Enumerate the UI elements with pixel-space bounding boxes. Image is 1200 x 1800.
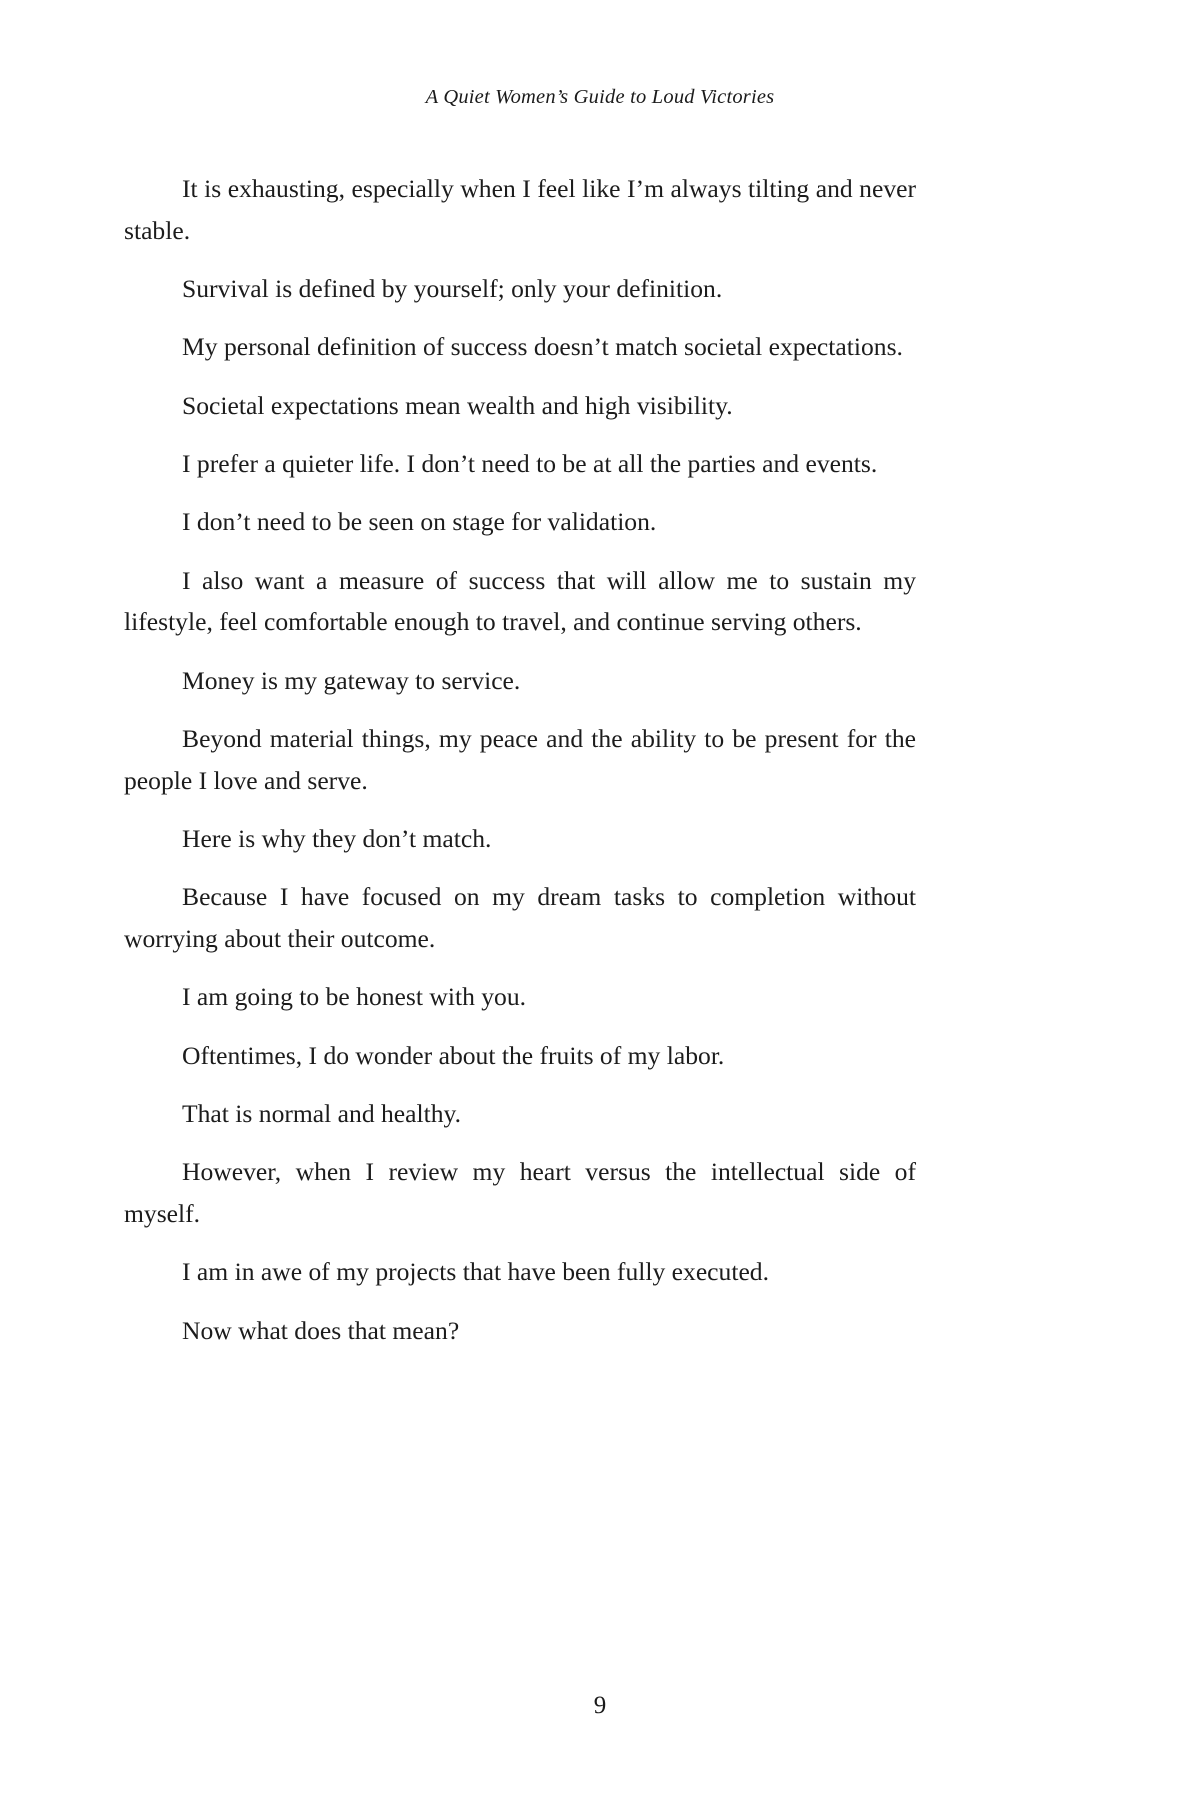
paragraph: My personal definition of success doesn’t match societal expectations. <box>182 332 903 362</box>
paragraph: I am in awe of my projects that have been fully executed. <box>182 1257 770 1287</box>
body-text-block <box>124 168 916 1352</box>
paragraph: Because I have focused on my dream tasks to completion without worrying about their outcome. <box>124 882 916 954</box>
running-header: A Quiet Women’s Guide to Loud Victories <box>425 86 775 108</box>
paragraph: However, when I review my heart versus the intellectual side of myself. <box>124 1157 916 1229</box>
paragraph: Survival is defined by yourself; only your definition. <box>182 274 723 304</box>
paragraph: Here is why they don’t match. <box>182 824 492 854</box>
paragraph: I am going to be honest with you. <box>182 982 527 1012</box>
paragraph: Oftentimes, I do wonder about the fruits of my labor. <box>182 1040 725 1070</box>
paragraph: That is normal and healthy. <box>182 1099 462 1129</box>
paragraph: It is exhausting, especially when I feel like I’m always tilting and never stable. <box>124 174 916 245</box>
paragraph: I don’t need to be seen on stage for validation. <box>182 507 657 537</box>
paragraph: Now what does that mean? <box>182 1315 460 1345</box>
paragraph: I prefer a quieter life. I don’t need to be at all the parties and events. <box>182 448 878 478</box>
paragraph: Societal expectations mean wealth and high visibility. <box>182 390 733 420</box>
paragraph: Beyond material things, my peace and the ability to be present for the people I love and serve. <box>124 723 916 795</box>
paragraph: Money is my gateway to service. <box>182 665 521 695</box>
paragraph: I also want a measure of success that will allow me to sustain my lifestyle, feel comfortable enough to travel, and continue serving others. <box>124 565 916 637</box>
page-number: 9 <box>593 1692 607 1719</box>
